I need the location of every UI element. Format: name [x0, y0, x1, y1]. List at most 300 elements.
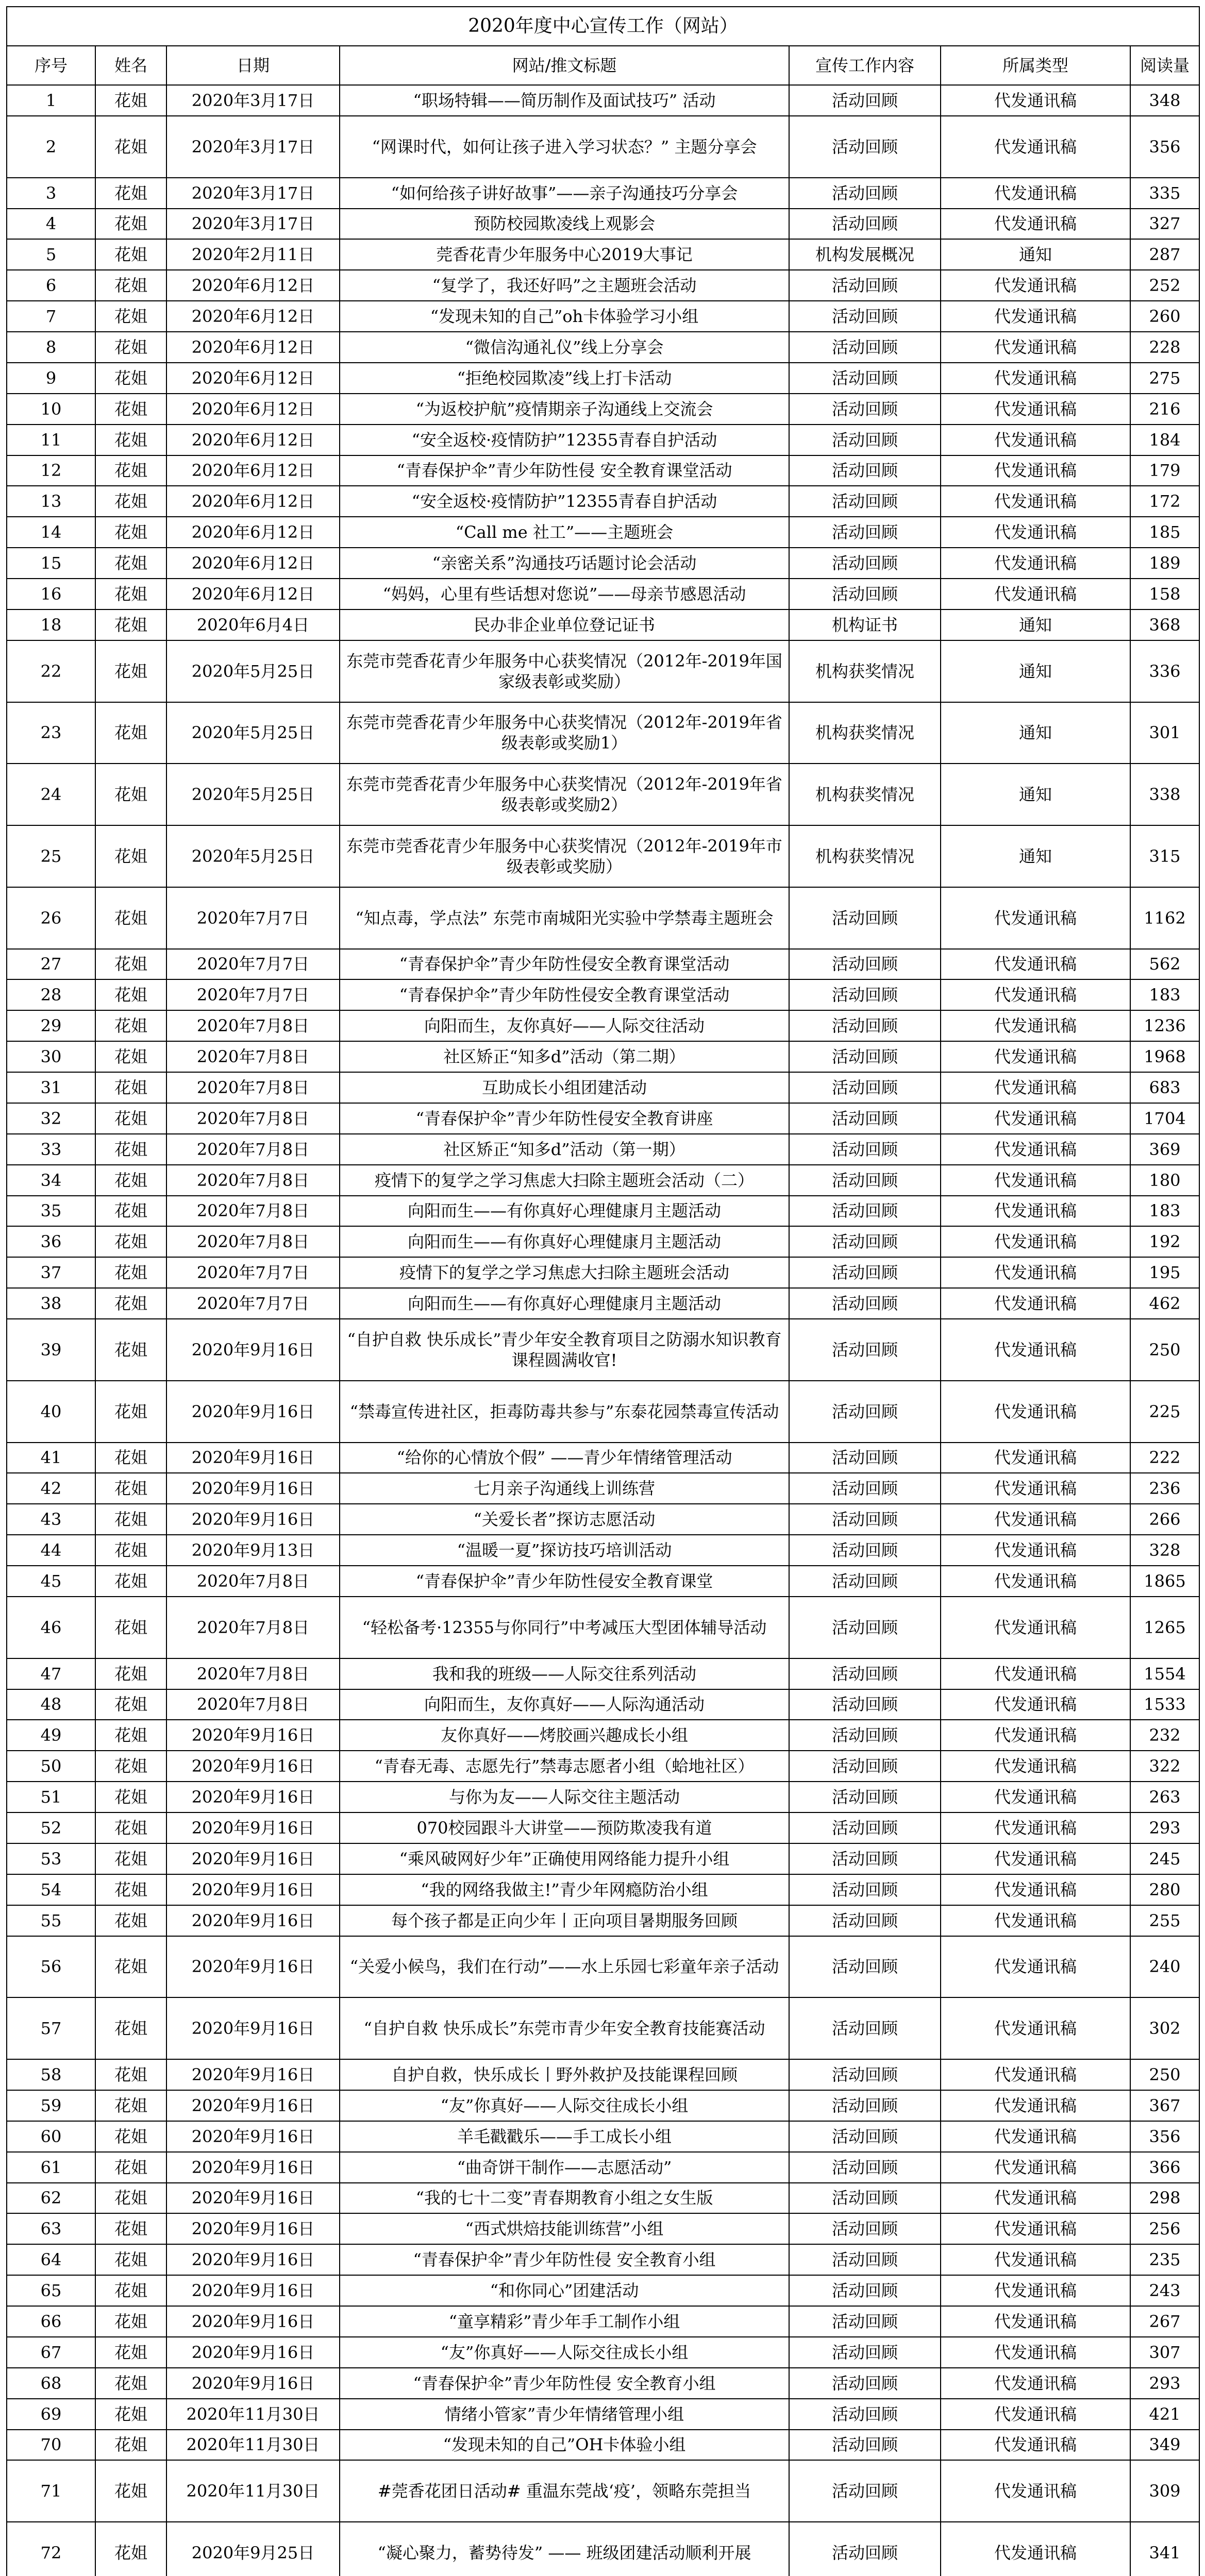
- row-name: 花姐: [95, 1196, 166, 1227]
- row-reads: 328: [1130, 1535, 1199, 1566]
- row-index: 53: [7, 1843, 95, 1874]
- row-date: 2020年9月16日: [166, 1443, 340, 1473]
- table-row: [7, 609, 1199, 640]
- row-index: 10: [7, 394, 95, 425]
- row-content: 活动回顾: [789, 1504, 941, 1535]
- row-name: 花姐: [95, 1905, 166, 1936]
- table-row: [7, 579, 1199, 609]
- row-name: 花姐: [95, 1165, 166, 1196]
- row-date: 2020年7月8日: [166, 1597, 340, 1658]
- row-index: 56: [7, 1936, 95, 1998]
- row-title: 疫情下的复学之学习焦虑大扫除主题班会活动（二）: [340, 1165, 789, 1196]
- row-title: 与你为友——人际交往主题活动: [340, 1782, 789, 1812]
- row-name: 花姐: [95, 1381, 166, 1443]
- table-row: [7, 2213, 1199, 2244]
- row-date: 2020年5月25日: [166, 825, 340, 887]
- row-type: 代发通讯稿: [941, 2460, 1130, 2522]
- table-row: [7, 332, 1199, 363]
- row-content: 活动回顾: [789, 1010, 941, 1041]
- row-name: 花姐: [95, 2306, 166, 2337]
- row-date: 2020年7月8日: [166, 1010, 340, 1041]
- table-row: [7, 1782, 1199, 1812]
- row-type: 代发通讯稿: [941, 1997, 1130, 2059]
- row-title: 情绪小管家”青少年情绪管理小组: [340, 2399, 789, 2430]
- row-reads: 189: [1130, 548, 1199, 579]
- row-content: 活动回顾: [789, 2213, 941, 2244]
- row-name: 花姐: [95, 301, 166, 332]
- row-index: 64: [7, 2244, 95, 2275]
- row-content: 活动回顾: [789, 2460, 941, 2522]
- row-title: 东莞市莞香花青少年服务中心获奖情况（2012年-2019年省级表彰或奖励2）: [340, 764, 789, 825]
- row-date: 2020年9月16日: [166, 1473, 340, 1504]
- row-reads: 1554: [1130, 1658, 1199, 1689]
- row-title: “自护自救 快乐成长”青少年安全教育项目之防溺水知识教育课程圆满收官!: [340, 1319, 789, 1381]
- row-name: 花姐: [95, 2090, 166, 2121]
- row-name: 花姐: [95, 1782, 166, 1812]
- row-content: 活动回顾: [789, 1782, 941, 1812]
- row-type: 代发通讯稿: [941, 1597, 1130, 1658]
- row-type: 代发通讯稿: [941, 116, 1130, 178]
- row-date: 2020年6月12日: [166, 517, 340, 548]
- row-date: 2020年7月8日: [166, 1165, 340, 1196]
- row-reads: 252: [1130, 270, 1199, 301]
- row-reads: 235: [1130, 2244, 1199, 2275]
- row-type: 代发通讯稿: [941, 1905, 1130, 1936]
- row-index: 27: [7, 949, 95, 980]
- row-index: 8: [7, 332, 95, 363]
- table-row: [7, 1288, 1199, 1319]
- row-name: 花姐: [95, 1812, 166, 1843]
- table-row: [7, 425, 1199, 455]
- row-title: “青春保护伞”青少年防性侵 安全教育小组: [340, 2244, 789, 2275]
- row-title: 疫情下的复学之学习焦虑大扫除主题班会活动: [340, 1257, 789, 1288]
- row-type: 代发通讯稿: [941, 1010, 1130, 1041]
- row-content: 活动回顾: [789, 2522, 941, 2576]
- row-name: 花姐: [95, 363, 166, 394]
- table-row: [7, 1319, 1199, 1381]
- row-type: 代发通讯稿: [941, 1041, 1130, 1072]
- row-reads: 368: [1130, 609, 1199, 640]
- row-name: 花姐: [95, 178, 166, 209]
- row-index: 45: [7, 1566, 95, 1597]
- row-date: 2020年7月8日: [166, 1072, 340, 1103]
- row-reads: 180: [1130, 1165, 1199, 1196]
- row-content: 活动回顾: [789, 455, 941, 486]
- row-title: 莞香花青少年服务中心2019大事记: [340, 239, 789, 270]
- row-content: 活动回顾: [789, 2430, 941, 2461]
- row-index: 69: [7, 2399, 95, 2430]
- row-date: 2020年3月17日: [166, 178, 340, 209]
- row-reads: 1968: [1130, 1041, 1199, 1072]
- table-row: [7, 702, 1199, 764]
- table-row: [7, 1134, 1199, 1165]
- row-type: 代发通讯稿: [941, 2399, 1130, 2430]
- row-type: 通知: [941, 640, 1130, 702]
- row-date: 2020年9月16日: [166, 1874, 340, 1905]
- row-date: 2020年7月7日: [166, 979, 340, 1010]
- row-content: 活动回顾: [789, 1751, 941, 1782]
- row-name: 花姐: [95, 1597, 166, 1658]
- row-name: 花姐: [95, 2244, 166, 2275]
- row-reads: 562: [1130, 949, 1199, 980]
- row-name: 花姐: [95, 85, 166, 116]
- header-index: 序号: [7, 46, 95, 85]
- row-date: 2020年7月8日: [166, 1226, 340, 1257]
- row-content: 活动回顾: [789, 1134, 941, 1165]
- row-index: 58: [7, 2059, 95, 2090]
- row-content: 活动回顾: [789, 85, 941, 116]
- row-type: 代发通讯稿: [941, 1072, 1130, 1103]
- table-row: [7, 2399, 1199, 2430]
- row-content: 活动回顾: [789, 2337, 941, 2368]
- row-name: 花姐: [95, 579, 166, 609]
- row-type: 代发通讯稿: [941, 2306, 1130, 2337]
- header-content: 宣传工作内容: [789, 46, 941, 85]
- row-title: “童享精彩”青少年手工制作小组: [340, 2306, 789, 2337]
- row-index: 43: [7, 1504, 95, 1535]
- table-row: [7, 1751, 1199, 1782]
- row-date: 2020年9月16日: [166, 2337, 340, 2368]
- row-content: 活动回顾: [789, 979, 941, 1010]
- row-content: 活动回顾: [789, 1566, 941, 1597]
- row-reads: 195: [1130, 1257, 1199, 1288]
- row-title: 向阳而生——有你真好心理健康月主题活动: [340, 1196, 789, 1227]
- row-content: 活动回顾: [789, 178, 941, 209]
- row-index: 4: [7, 209, 95, 240]
- row-reads: 245: [1130, 1843, 1199, 1874]
- row-name: 花姐: [95, 332, 166, 363]
- row-date: 2020年9月16日: [166, 1843, 340, 1874]
- row-type: 代发通讯稿: [941, 1504, 1130, 1535]
- row-type: 代发通讯稿: [941, 949, 1130, 980]
- row-title: “乘风破网好少年”正确使用网络能力提升小组: [340, 1843, 789, 1874]
- table-row: [7, 116, 1199, 178]
- row-date: 2020年6月12日: [166, 486, 340, 517]
- row-index: 30: [7, 1041, 95, 1072]
- row-type: 代发通讯稿: [941, 1874, 1130, 1905]
- table-row: [7, 2059, 1199, 2090]
- row-index: 24: [7, 764, 95, 825]
- row-index: 16: [7, 579, 95, 609]
- row-title: “Call me 社工”——主题班会: [340, 517, 789, 548]
- row-content: 活动回顾: [789, 1319, 941, 1381]
- row-type: 通知: [941, 764, 1130, 825]
- row-content: 活动回顾: [789, 949, 941, 980]
- table-row: [7, 1196, 1199, 1227]
- row-date: 2020年9月16日: [166, 1905, 340, 1936]
- header-date: 日期: [166, 46, 340, 85]
- row-date: 2020年6月12日: [166, 332, 340, 363]
- row-type: 通知: [941, 609, 1130, 640]
- row-title: 自护自救，快乐成长丨野外救护及技能课程回顾: [340, 2059, 789, 2090]
- row-reads: 327: [1130, 209, 1199, 240]
- table-row: [7, 1566, 1199, 1597]
- row-name: 花姐: [95, 2337, 166, 2368]
- row-title: 东莞市莞香花青少年服务中心获奖情况（2012年-2019年国家级表彰或奖励）: [340, 640, 789, 702]
- row-date: 2020年7月8日: [166, 1103, 340, 1134]
- row-type: 代发通讯稿: [941, 2213, 1130, 2244]
- row-reads: 336: [1130, 640, 1199, 702]
- row-date: 2020年5月25日: [166, 764, 340, 825]
- row-reads: 341: [1130, 2522, 1199, 2576]
- row-reads: 216: [1130, 394, 1199, 425]
- row-date: 2020年9月16日: [166, 1504, 340, 1535]
- row-title: 互助成长小组团建活动: [340, 1072, 789, 1103]
- row-index: 70: [7, 2430, 95, 2461]
- row-name: 花姐: [95, 1041, 166, 1072]
- row-type: 代发通讯稿: [941, 2522, 1130, 2576]
- row-name: 花姐: [95, 1226, 166, 1257]
- row-date: 2020年6月4日: [166, 609, 340, 640]
- table-row: [7, 1597, 1199, 1658]
- row-type: 代发通讯稿: [941, 1658, 1130, 1689]
- row-title: “如何给孩子讲好故事”——亲子沟通技巧分享会: [340, 178, 789, 209]
- row-title: “我的网络我做主!”青少年网瘾防治小组: [340, 1874, 789, 1905]
- row-title: “青春无毒、志愿先行”禁毒志愿者小组（蛤地社区）: [340, 1751, 789, 1782]
- row-title: 向阳而生——有你真好心理健康月主题活动: [340, 1226, 789, 1257]
- table-title-row: [7, 7, 1199, 46]
- row-content: 活动回顾: [789, 394, 941, 425]
- table-row: [7, 239, 1199, 270]
- row-title: “西式烘焙技能训练营”小组: [340, 2213, 789, 2244]
- row-title: “知点毒，学点法” 东莞市南城阳光实验中学禁毒主题班会: [340, 887, 789, 949]
- row-date: 2020年9月16日: [166, 2183, 340, 2214]
- row-reads: 255: [1130, 1905, 1199, 1936]
- row-index: 37: [7, 1257, 95, 1288]
- row-index: 33: [7, 1134, 95, 1165]
- row-name: 花姐: [95, 702, 166, 764]
- row-title: 预防校园欺凌线上观影会: [340, 209, 789, 240]
- row-reads: 184: [1130, 425, 1199, 455]
- row-type: 代发通讯稿: [941, 517, 1130, 548]
- row-reads: 266: [1130, 1504, 1199, 1535]
- row-type: 代发通讯稿: [941, 1751, 1130, 1782]
- row-reads: 293: [1130, 2368, 1199, 2399]
- row-type: 代发通讯稿: [941, 1473, 1130, 1504]
- table-row: [7, 517, 1199, 548]
- row-reads: 307: [1130, 2337, 1199, 2368]
- row-title: #莞香花团日活动# 重温东莞战‘疫’，领略东莞担当: [340, 2460, 789, 2522]
- row-index: 38: [7, 1288, 95, 1319]
- row-index: 29: [7, 1010, 95, 1041]
- row-content: 活动回顾: [789, 2306, 941, 2337]
- row-type: 代发通讯稿: [941, 270, 1130, 301]
- table-row: [7, 2152, 1199, 2183]
- row-index: 49: [7, 1720, 95, 1751]
- row-reads: 348: [1130, 85, 1199, 116]
- row-title: “关爱小候鸟，我们在行动”——水上乐园七彩童年亲子活动: [340, 1936, 789, 1998]
- row-content: 活动回顾: [789, 579, 941, 609]
- row-date: 2020年9月16日: [166, 2121, 340, 2152]
- row-content: 活动回顾: [789, 2368, 941, 2399]
- row-index: 71: [7, 2460, 95, 2522]
- row-content: 机构获奖情况: [789, 702, 941, 764]
- row-index: 3: [7, 178, 95, 209]
- row-reads: 1533: [1130, 1689, 1199, 1720]
- row-reads: 309: [1130, 2460, 1199, 2522]
- row-type: 代发通讯稿: [941, 1720, 1130, 1751]
- row-date: 2020年9月16日: [166, 1319, 340, 1381]
- row-content: 活动回顾: [789, 1381, 941, 1443]
- table-row: [7, 1535, 1199, 1566]
- row-type: 代发通讯稿: [941, 1226, 1130, 1257]
- table-row: [7, 640, 1199, 702]
- row-date: 2020年9月16日: [166, 2090, 340, 2121]
- row-reads: 335: [1130, 178, 1199, 209]
- row-content: 活动回顾: [789, 2121, 941, 2152]
- row-index: 41: [7, 1443, 95, 1473]
- row-type: 通知: [941, 825, 1130, 887]
- row-title: “曲奇饼干制作——志愿活动”: [340, 2152, 789, 2183]
- row-index: 54: [7, 1874, 95, 1905]
- table-row: [7, 1689, 1199, 1720]
- table-row: [7, 825, 1199, 887]
- row-reads: 256: [1130, 2213, 1199, 2244]
- row-content: 活动回顾: [789, 270, 941, 301]
- row-index: 46: [7, 1597, 95, 1658]
- row-reads: 315: [1130, 825, 1199, 887]
- row-index: 39: [7, 1319, 95, 1381]
- row-name: 花姐: [95, 455, 166, 486]
- table-row: [7, 1103, 1199, 1134]
- row-reads: 366: [1130, 2152, 1199, 2183]
- table-row: [7, 1720, 1199, 1751]
- row-content: 活动回顾: [789, 363, 941, 394]
- row-date: 2020年9月16日: [166, 2152, 340, 2183]
- row-index: 9: [7, 363, 95, 394]
- row-title: “青春保护伞”青少年防性侵安全教育课堂: [340, 1566, 789, 1597]
- row-title: “给你的心情放个假” ——青少年情绪管理活动: [340, 1443, 789, 1473]
- row-type: 代发通讯稿: [941, 1812, 1130, 1843]
- table-row: [7, 887, 1199, 949]
- row-index: 36: [7, 1226, 95, 1257]
- row-type: 代发通讯稿: [941, 2059, 1130, 2090]
- row-title: “温暖一夏”探访技巧培训活动: [340, 1535, 789, 1566]
- row-name: 花姐: [95, 825, 166, 887]
- row-name: 花姐: [95, 1997, 166, 2059]
- row-index: 63: [7, 2213, 95, 2244]
- row-index: 47: [7, 1658, 95, 1689]
- row-date: 2020年2月11日: [166, 239, 340, 270]
- row-index: 7: [7, 301, 95, 332]
- table-row: [7, 1165, 1199, 1196]
- row-type: 代发通讯稿: [941, 1103, 1130, 1134]
- row-title: “自护自救 快乐成长”东莞市青少年安全教育技能赛活动: [340, 1997, 789, 2059]
- row-title: “青春保护伞”青少年防性侵 安全教育课堂活动: [340, 455, 789, 486]
- row-index: 67: [7, 2337, 95, 2368]
- row-content: 活动回顾: [789, 1165, 941, 1196]
- row-date: 2020年7月8日: [166, 1196, 340, 1227]
- row-reads: 250: [1130, 1319, 1199, 1381]
- row-type: 代发通讯稿: [941, 1165, 1130, 1196]
- row-content: 活动回顾: [789, 486, 941, 517]
- row-date: 2020年6月12日: [166, 301, 340, 332]
- row-content: 活动回顾: [789, 116, 941, 178]
- row-content: 活动回顾: [789, 1443, 941, 1473]
- row-reads: 356: [1130, 116, 1199, 178]
- row-date: 2020年9月16日: [166, 1812, 340, 1843]
- row-content: 活动回顾: [789, 2090, 941, 2121]
- row-reads: 322: [1130, 1751, 1199, 1782]
- table-row: [7, 209, 1199, 240]
- row-date: 2020年5月25日: [166, 640, 340, 702]
- row-index: 50: [7, 1751, 95, 1782]
- row-index: 15: [7, 548, 95, 579]
- row-index: 40: [7, 1381, 95, 1443]
- row-reads: 228: [1130, 332, 1199, 363]
- row-date: 2020年9月16日: [166, 2368, 340, 2399]
- row-date: 2020年9月16日: [166, 2244, 340, 2275]
- row-content: 活动回顾: [789, 332, 941, 363]
- row-reads: 280: [1130, 1874, 1199, 1905]
- row-content: 机构获奖情况: [789, 764, 941, 825]
- row-name: 花姐: [95, 239, 166, 270]
- row-date: 2020年11月30日: [166, 2460, 340, 2522]
- row-name: 花姐: [95, 640, 166, 702]
- row-content: 活动回顾: [789, 2152, 941, 2183]
- row-name: 花姐: [95, 1843, 166, 1874]
- table-row: [7, 2121, 1199, 2152]
- row-name: 花姐: [95, 1319, 166, 1381]
- row-index: 42: [7, 1473, 95, 1504]
- row-title: 羊毛戳戳乐——手工成长小组: [340, 2121, 789, 2152]
- row-content: 活动回顾: [789, 1720, 941, 1751]
- row-content: 活动回顾: [789, 2059, 941, 2090]
- table-row: [7, 979, 1199, 1010]
- row-content: 活动回顾: [789, 1072, 941, 1103]
- row-type: 代发通讯稿: [941, 2183, 1130, 2214]
- row-content: 机构获奖情况: [789, 640, 941, 702]
- table-row: [7, 2522, 1199, 2576]
- table-row: [7, 764, 1199, 825]
- row-date: 2020年7月7日: [166, 949, 340, 980]
- row-date: 2020年9月16日: [166, 1751, 340, 1782]
- row-date: 2020年9月16日: [166, 1936, 340, 1998]
- row-type: 代发通讯稿: [941, 332, 1130, 363]
- row-content: 活动回顾: [789, 1597, 941, 1658]
- table-row: [7, 1997, 1199, 2059]
- row-name: 花姐: [95, 1103, 166, 1134]
- row-reads: 158: [1130, 579, 1199, 609]
- row-title: 向阳而生，友你真好——人际交往活动: [340, 1010, 789, 1041]
- row-date: 2020年6月12日: [166, 548, 340, 579]
- row-type: 代发通讯稿: [941, 425, 1130, 455]
- row-index: 18: [7, 609, 95, 640]
- row-content: 活动回顾: [789, 1196, 941, 1227]
- row-type: 代发通讯稿: [941, 1843, 1130, 1874]
- table-row: [7, 270, 1199, 301]
- row-reads: 1265: [1130, 1597, 1199, 1658]
- row-title: “关爱长者”探访志愿活动: [340, 1504, 789, 1535]
- row-index: 65: [7, 2275, 95, 2306]
- row-name: 花姐: [95, 2183, 166, 2214]
- row-type: 代发通讯稿: [941, 548, 1130, 579]
- row-name: 花姐: [95, 2275, 166, 2306]
- row-type: 代发通讯稿: [941, 1288, 1130, 1319]
- table-row: [7, 1010, 1199, 1041]
- row-reads: 250: [1130, 2059, 1199, 2090]
- row-index: 25: [7, 825, 95, 887]
- row-name: 花姐: [95, 764, 166, 825]
- row-title: “亲密关系”沟通技巧话题讨论会活动: [340, 548, 789, 579]
- header-title: 网站/推文标题: [340, 46, 789, 85]
- row-type: 代发通讯稿: [941, 1134, 1130, 1165]
- row-index: 12: [7, 455, 95, 486]
- table-row: [7, 1658, 1199, 1689]
- row-name: 花姐: [95, 1535, 166, 1566]
- row-date: 2020年7月8日: [166, 1689, 340, 1720]
- row-index: 31: [7, 1072, 95, 1103]
